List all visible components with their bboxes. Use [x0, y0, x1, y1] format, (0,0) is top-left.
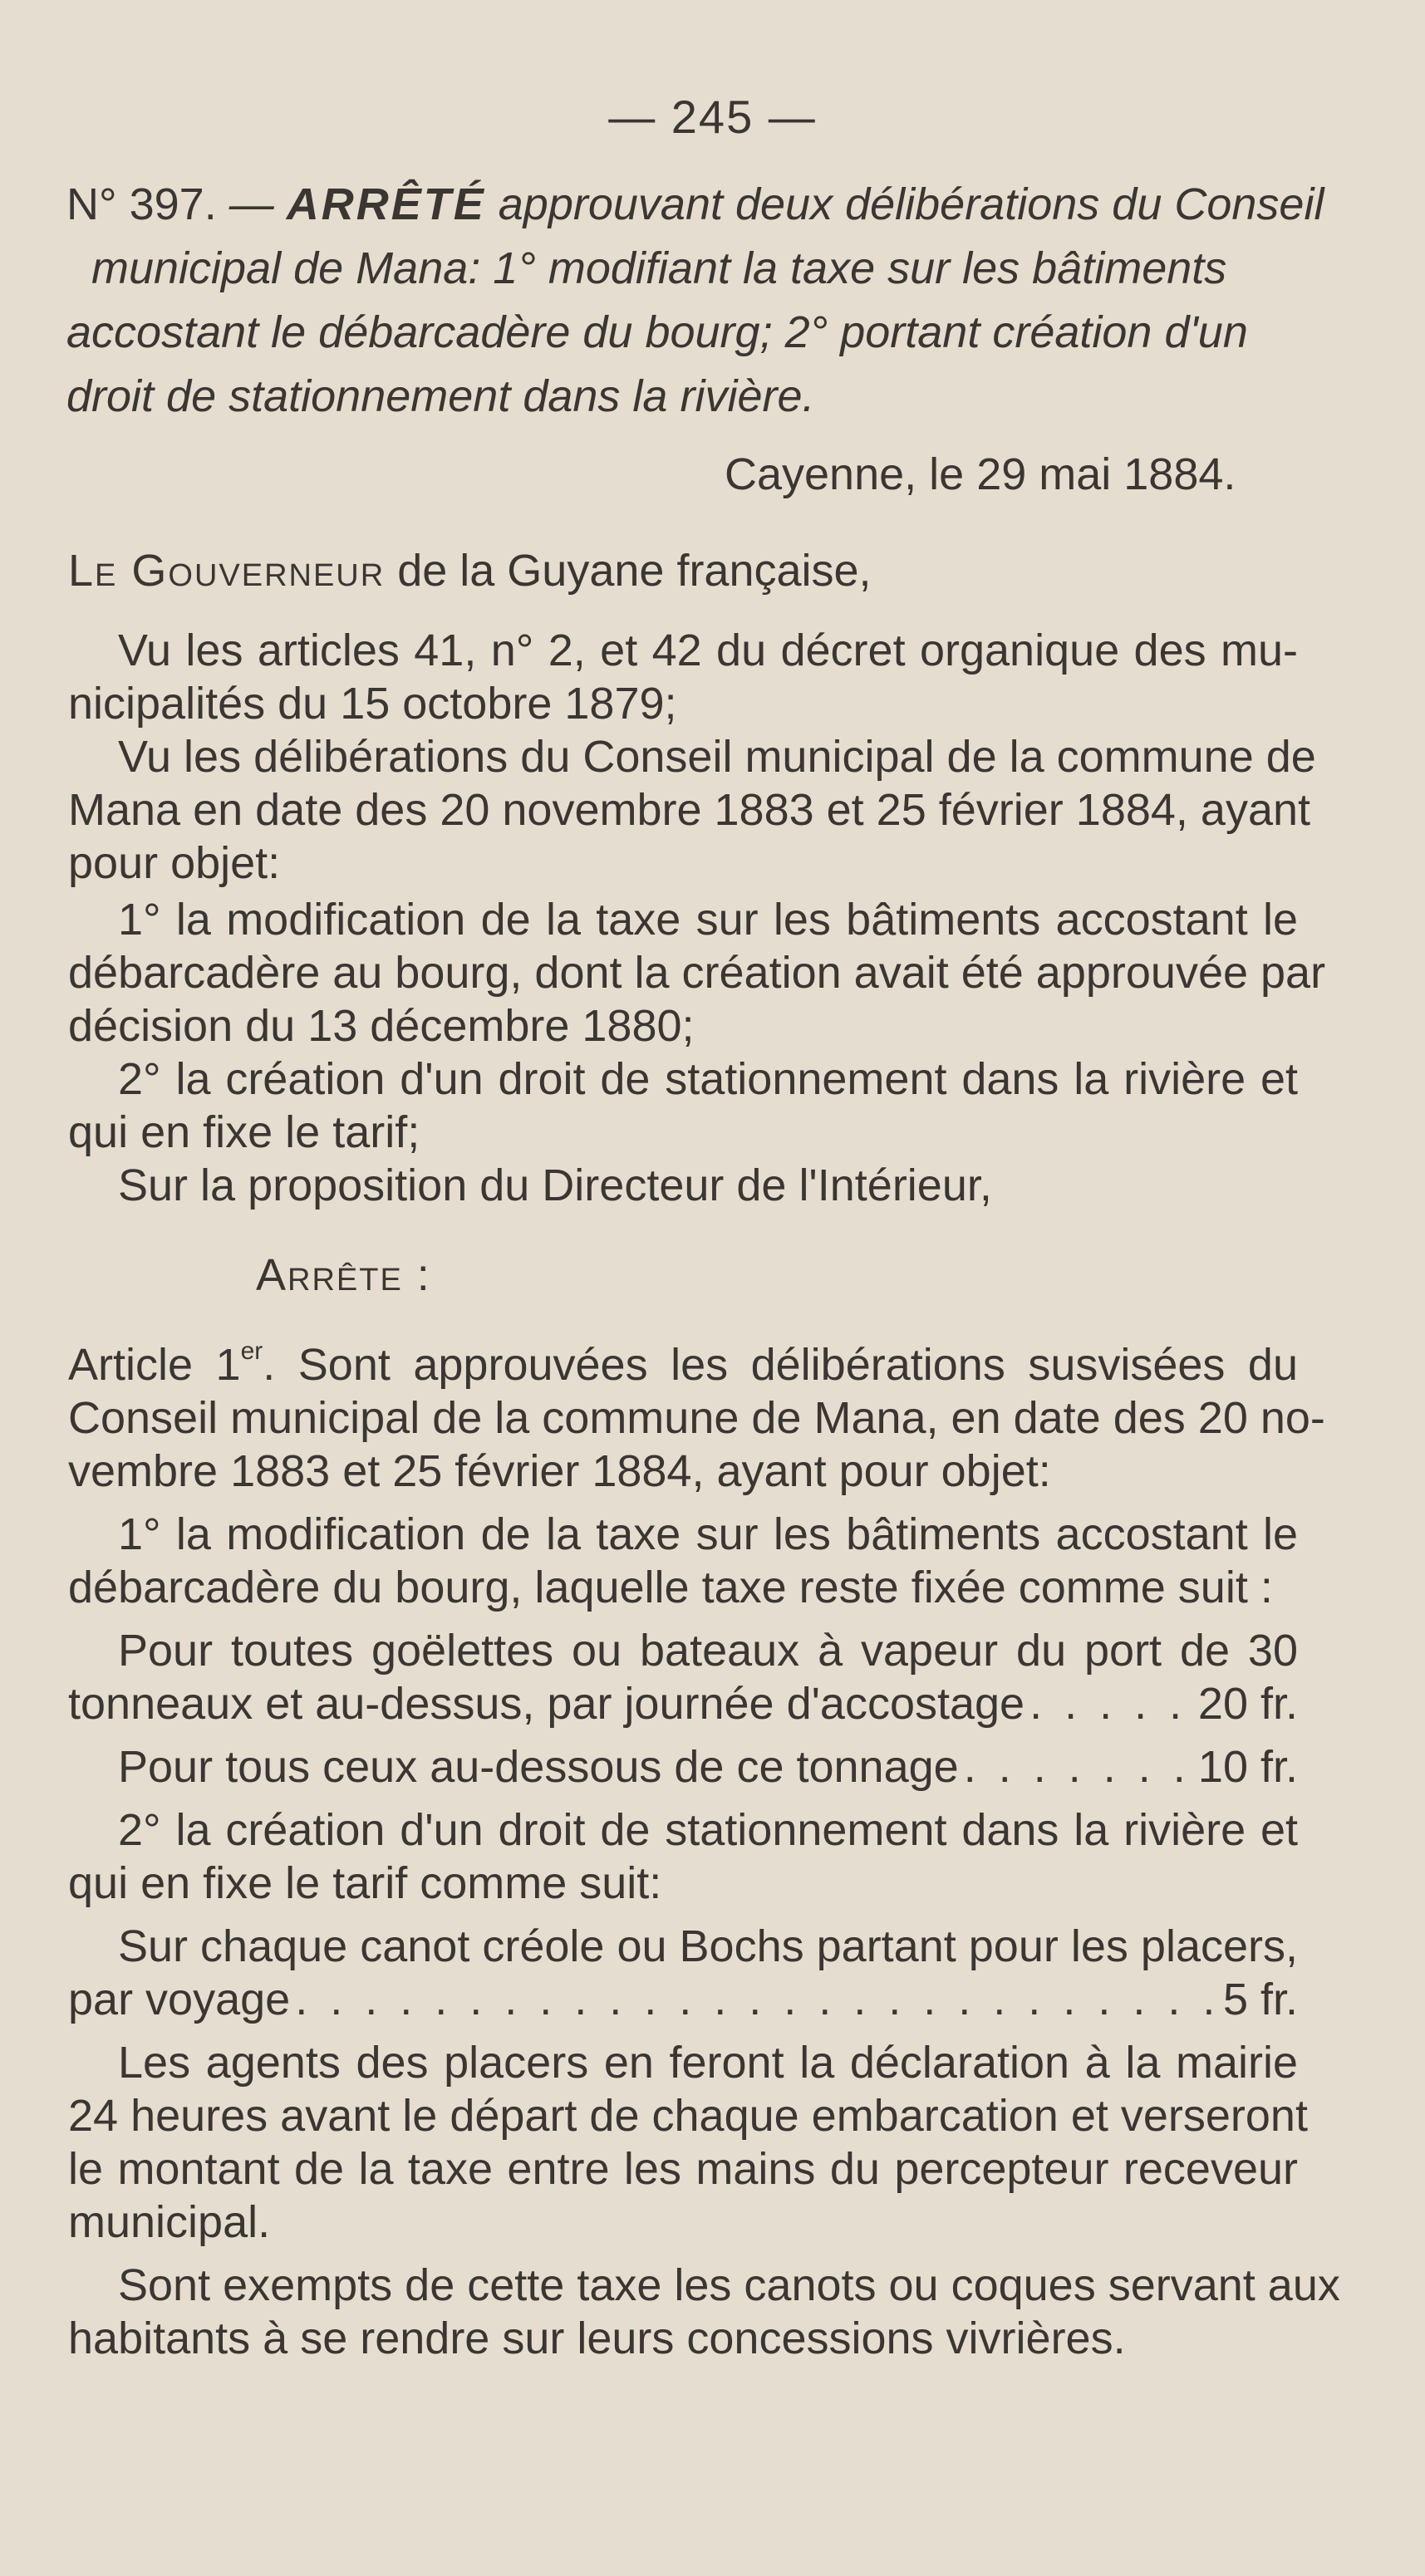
article-point2-line-1: 2° la création d'un droit de stationnement dans la rivière et [118, 1805, 1298, 1855]
considerant-point2-line-1: 2° la création d'un droit de stationnement dans la rivière et [118, 1054, 1298, 1104]
tariff2-line [118, 1741, 1298, 1793]
declaration-line-1: Les agents des placers en feront la déclaration à la mairie [118, 2038, 1298, 2088]
article1-line-1 [68, 1339, 1298, 1391]
article1-sup: er [240, 1337, 263, 1365]
leader-dots [1025, 1678, 1198, 1730]
vu-articles-line-1: Vu les articles 41, n° 2, et 42 du décret organique des mu- [118, 626, 1298, 675]
tariff3-amount: 5 fr. [1222, 1975, 1298, 2024]
tariff3-line-1: Sur chaque canot créole ou Bochs partant pour les placers, [118, 1921, 1298, 1971]
governor-line [68, 545, 872, 596]
tariff1-label: tonneaux et au-dessus, par journée d'accostage [68, 1679, 1025, 1729]
considerant-point2-line-2: qui en fixe le tarif; [68, 1107, 420, 1157]
proposition-line: Sur la proposition du Directeur de l'Intérieur, [118, 1160, 992, 1210]
article1-label: Article 1 [68, 1340, 241, 1390]
exemption-line-2: habitants à se rendre sur leurs concessions vivrières. [68, 2313, 1126, 2363]
article1-line-3: vembre 1883 et 25 février 1884, ayant pour objet: [68, 1446, 1051, 1496]
act-number: N° 397. [66, 179, 217, 229]
declaration-line-4: municipal. [68, 2197, 271, 2247]
tariff3-label: par voyage [68, 1975, 291, 2024]
title-text: approuvant deux délibérations du Conseil [498, 179, 1324, 229]
tariff1-line-1: Pour toutes goëlettes ou bateaux à vapeur du port de 30 [118, 1626, 1298, 1676]
considerant-point1-line-3: décision du 13 décembre 1880; [68, 1001, 695, 1051]
article-point1-line-2: débarcadère du bourg, laquelle taxe reste fixée comme suit : [68, 1563, 1273, 1612]
tariff1-amount: 20 fr. [1197, 1679, 1298, 1729]
vu-articles-line-2: nicipalités du 15 octobre 1879; [68, 679, 677, 729]
leader-dots [290, 1974, 1223, 2025]
leader-dots [959, 1741, 1198, 1793]
arrete-label: Arrête : [256, 1250, 431, 1300]
vu-deliberations-line-2: Mana en date des 20 novembre 1883 et 25 février 1884, ayant [68, 785, 1311, 835]
title-line-3: accostant le débarcadère du bourg; 2° portant création d'un [66, 307, 1248, 357]
governor-label: Le Gouverneur [68, 546, 386, 596]
tariff1-line-2 [68, 1678, 1298, 1730]
article1-text: . Sont approuvées les délibérations susvisées du [263, 1340, 1298, 1390]
act-type: ARRÊTÉ [286, 179, 486, 229]
declaration-line-2: 24 heures avant le départ de chaque embarcation et verseront [68, 2091, 1308, 2141]
page-number: — 245 — [608, 91, 817, 143]
article-point2-line-2: qui en fixe le tarif comme suit: [68, 1858, 662, 1908]
vu-deliberations-line-1: Vu les délibérations du Conseil municipal de la commune de [118, 732, 1316, 782]
article1-line-2: Conseil municipal de la commune de Mana, en date des 20 no- [68, 1393, 1325, 1443]
exemption-line-1: Sont exempts de cette taxe les canots ou coques servant aux [118, 2260, 1340, 2310]
title-line-1 [66, 173, 1363, 237]
considerant-point1-line-2: débarcadère au bourg, dont la création avait été approuvée par [68, 948, 1326, 998]
title-dash: — [228, 179, 274, 229]
vu-deliberations-line-3: pour objet: [68, 838, 281, 888]
tariff3-line-2 [68, 1974, 1298, 2025]
article-point1-line-1: 1° la modification de la taxe sur les bâtiments accostant le [118, 1509, 1298, 1559]
title-line-2: municipal de Mana: 1° modifiant la taxe sur les bâtiments [91, 243, 1227, 293]
tariff2-amount: 10 fr. [1197, 1742, 1298, 1792]
tariff2-label: Pour tous ceux au-dessous de ce tonnage [118, 1742, 959, 1792]
title-line-4: droit de stationnement dans la rivière. [66, 371, 815, 421]
document-title [66, 173, 1363, 429]
declaration-line-3: le montant de la taxe entre les mains du percepteur receveur [68, 2144, 1298, 2194]
considerant-point1-line-1: 1° la modification de la taxe sur les bâtiments accostant le [118, 895, 1298, 945]
governor-rest: de la Guyane française, [385, 546, 872, 596]
place-date: Cayenne, le 29 mai 1884. [725, 449, 1236, 499]
